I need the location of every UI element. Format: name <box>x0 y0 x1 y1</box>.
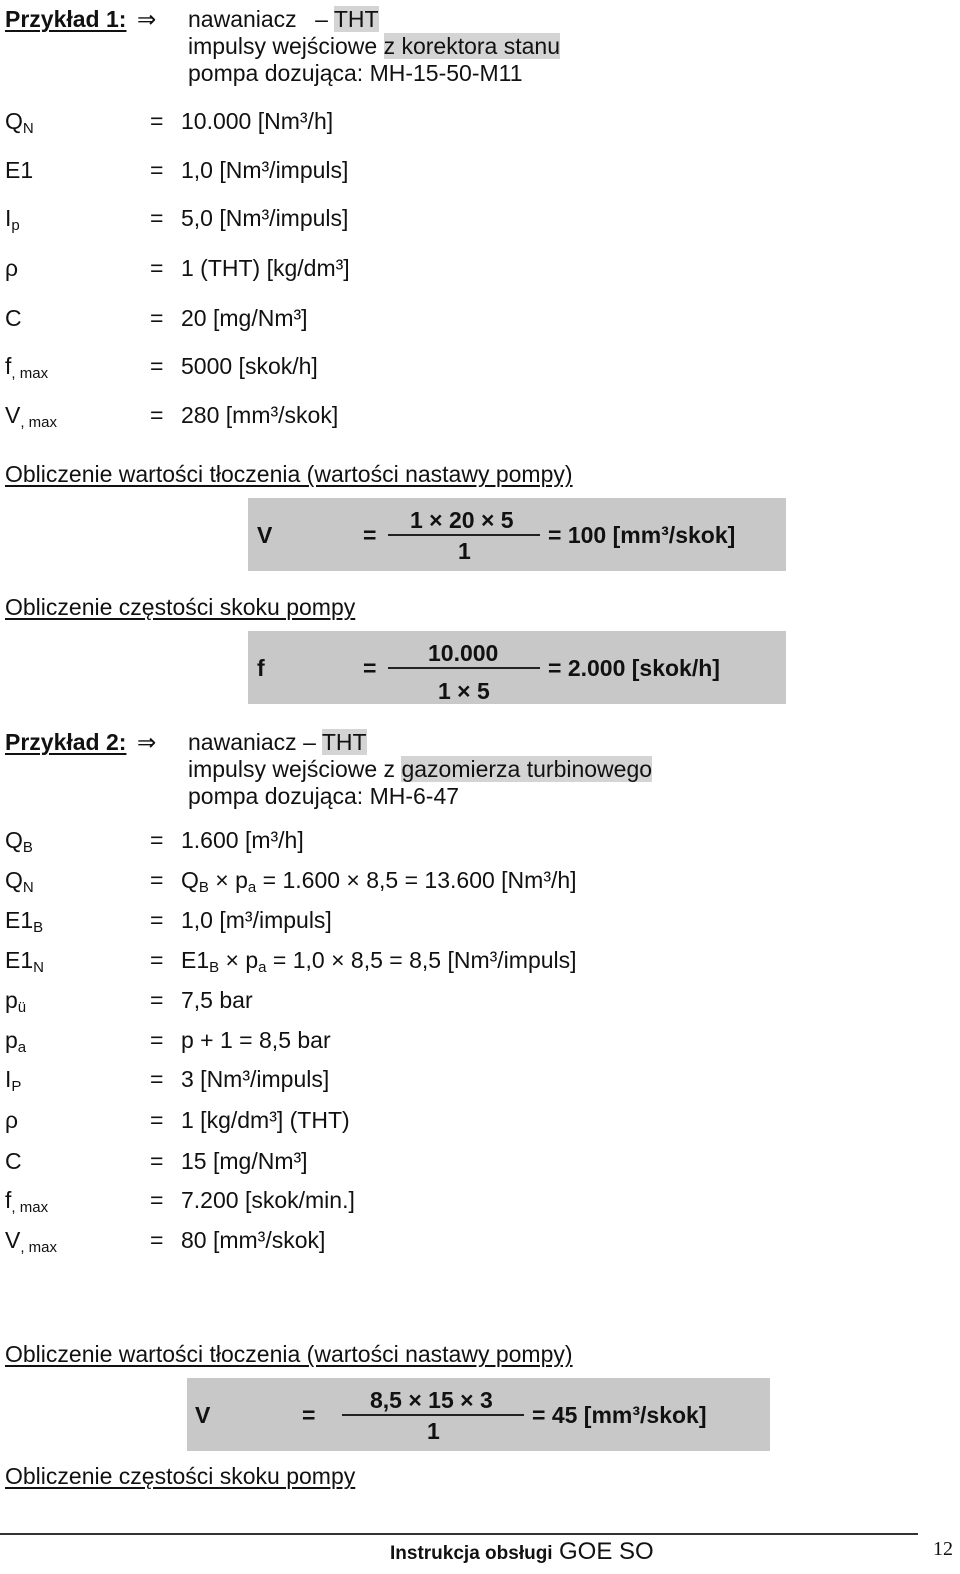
fraction-line <box>342 1414 524 1416</box>
formula-box: V = 8,5 × 15 × 3 1 = 45 [mm³/skok] <box>187 1378 770 1451</box>
footer-divider <box>0 1533 918 1535</box>
formula-box: f = 10.000 1 × 5 = 2.000 [skok/h] <box>248 631 786 704</box>
example2-line1: nawaniacz – THT <box>188 729 367 755</box>
calc-title: Obliczenie wartości tłoczenia (wartości nastawy pompy) <box>5 1341 573 1367</box>
example1-line1: nawaniacz – THT <box>188 6 379 32</box>
calc-title: Obliczenie częstości skoku pompy <box>5 594 356 620</box>
example2-heading: Przykład 2: <box>5 729 127 755</box>
page-number: 12 <box>933 1538 953 1560</box>
example1-line3: pompa dozująca: MH-15-50-M11 <box>188 60 523 86</box>
example1-line2: impulsy wejściowe z korektora stanu <box>188 33 560 59</box>
implies-arrow-icon: ⇒ <box>137 6 157 32</box>
footer-title: Instrukcja obsługi GOE SO <box>390 1538 654 1565</box>
fraction-line <box>388 667 540 669</box>
implies-arrow-icon: ⇒ <box>137 729 157 755</box>
calc-title: Obliczenie wartości tłoczenia (wartości nastawy pompy) <box>5 461 573 487</box>
calc-title: Obliczenie częstości skoku pompy <box>5 1463 356 1489</box>
formula-box: V = 1 × 20 × 5 1 = 100 [mm³/skok] <box>248 498 786 571</box>
fraction-line <box>388 534 540 536</box>
example2-line3: pompa dozująca: MH-6-47 <box>188 783 460 809</box>
example2-line2: impulsy wejściowe z gazomierza turbinowego <box>188 756 653 782</box>
example1-heading: Przykład 1: <box>5 6 127 32</box>
